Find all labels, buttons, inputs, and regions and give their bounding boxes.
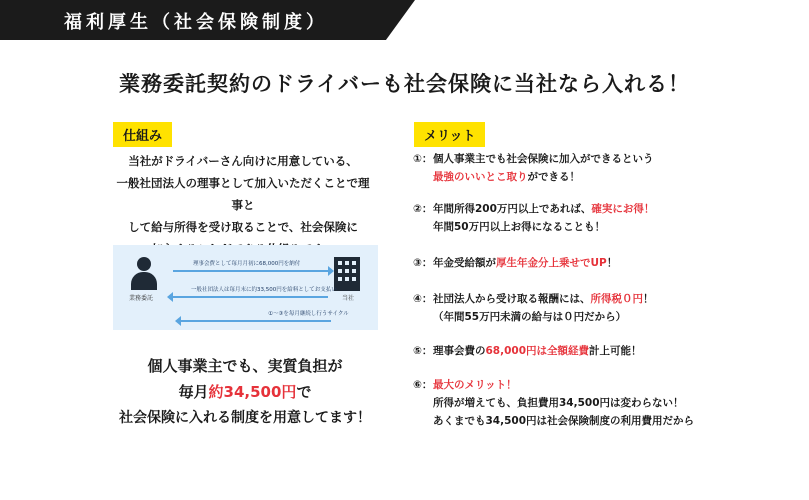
merits-tag: メリット — [414, 122, 485, 147]
callout-line: 社会保険に入れる制度を用意してます！ — [119, 410, 371, 426]
arrow-cycle-label: ①〜③を毎月継続し行うサイクル — [268, 311, 349, 317]
merit-item: ④：社団法人から受け取る報酬には、所得税０円！ （年間55万円未満の給与は０円だから） — [413, 293, 654, 323]
building-icon — [334, 257, 360, 291]
callout-line-price: 毎月約34,500円で — [178, 383, 312, 401]
mechanism-tag: 仕組み — [113, 122, 172, 147]
merit-item: ⑥：最大のメリット！ 所得が増えても、負担費用34,500円は変わらない！ あくまでも34,500円は社会保険制度の利用費用だから — [413, 379, 695, 427]
mechanism-description — [113, 150, 373, 260]
mechanism-line: 一般社団法人の理事として加入いただくことで理事と — [116, 176, 370, 212]
arrow-salary-label: 一般社団法人は毎月末に約33,500円を給料としてお支払い — [191, 287, 337, 293]
arrow-cycle — [173, 309, 349, 319]
merit-item: ⑤：理事会費の68,000円は全額経費計上可能！ — [413, 345, 642, 357]
merit-item: ①：個人事業主でも社会保険に加入ができるという 最強のいいとこ取りができる！ — [413, 153, 654, 183]
mechanism-line: して給与所得を受け取ることで、社会保険に — [128, 220, 358, 234]
mechanism-diagram — [113, 245, 378, 330]
headline: 業務委託契約のドライバーも社会保険に当社なら入れる！ — [119, 72, 690, 96]
arrow-fee-label: 理事会費として毎月月初に68,000円を納付 — [193, 261, 301, 267]
building-caption: 当社 — [341, 295, 354, 302]
arrow-fee — [173, 259, 333, 269]
callout-price: 約34,500円 — [208, 383, 297, 401]
callout-line: 個人事業主でも、実質負担が — [147, 357, 343, 375]
mechanism-line: 当社がドライバーさん向けに用意している、 — [128, 154, 358, 168]
merit-item: ③：年金受給額が厚生年金分上乗せでUP！ — [413, 257, 618, 269]
callout — [100, 353, 390, 431]
page-title: 福利厚生（社会保険制度） — [64, 12, 328, 33]
person-caption: 業務委託 — [129, 295, 154, 302]
arrow-salary — [173, 285, 337, 295]
merit-item: ②：年間所得200万円以上であれば、確実にお得！ 年間50万円以上お得になることも！ — [413, 203, 655, 233]
